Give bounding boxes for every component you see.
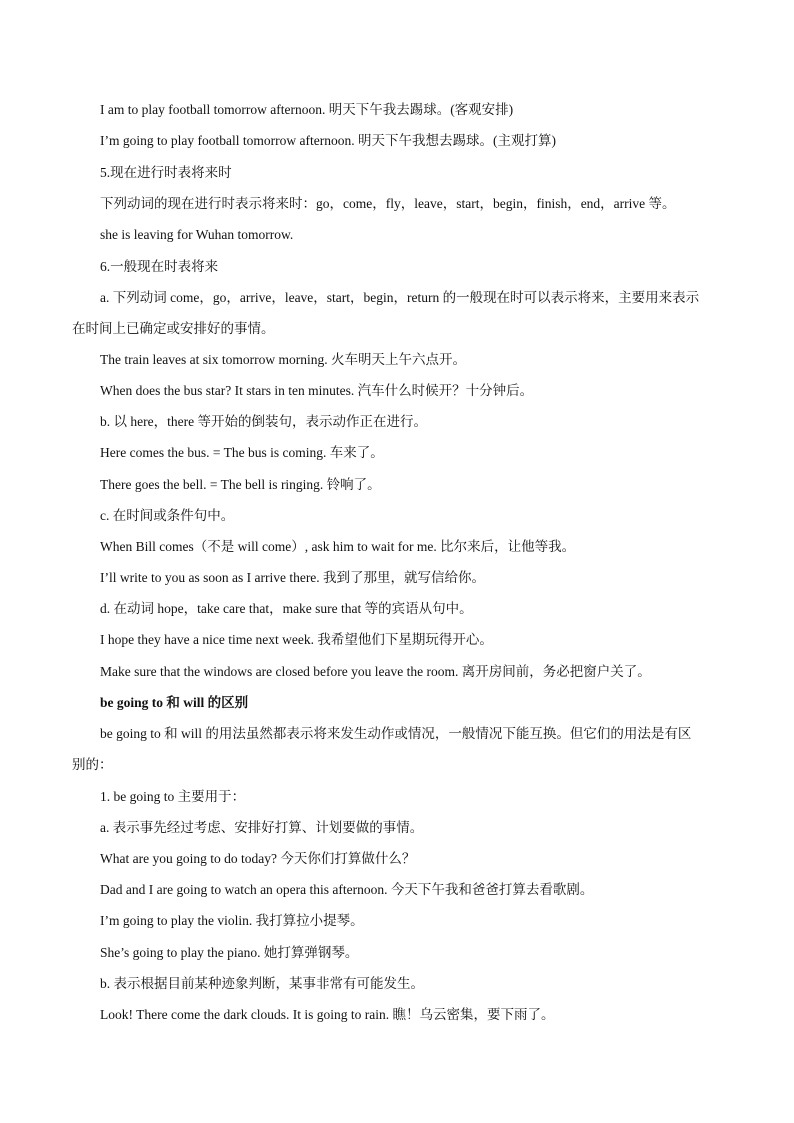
text-line: b. 表示根据目前某种迹象判断，某事非常有可能发生。 bbox=[100, 976, 424, 991]
example-line: She’s going to play the piano. 她打算弹钢琴。 bbox=[100, 945, 359, 960]
example-line: Look! There come the dark clouds. It is going to rain. 瞧！乌云密集，要下雨了。 bbox=[100, 1007, 555, 1022]
text-line: a. 表示事先经过考虑、安排好打算、计划要做的事情。 bbox=[100, 820, 424, 835]
bold-heading: be going to 和 will 的区别 bbox=[100, 695, 249, 710]
example-line: I’ll write to you as soon as I arrive there. 我到了那里，就写信给你。 bbox=[100, 570, 486, 585]
example-line: Dad and I are going to watch an opera this afternoon. 今天下午我和爸爸打算去看歌剧。 bbox=[100, 882, 594, 897]
text-line: b. 以 here，there 等开始的倒装句，表示动作正在进行。 bbox=[100, 414, 427, 429]
text-line: c. 在时间或条件句中。 bbox=[100, 508, 235, 523]
section-heading: 6.一般现在时表将来 bbox=[100, 259, 219, 274]
section-heading: 1. be going to 主要用于： bbox=[100, 789, 246, 804]
text-line-continuation: 别的： bbox=[72, 757, 113, 772]
example-line: There goes the bell. = The bell is ringing. 铃响了。 bbox=[100, 477, 381, 492]
section-heading: 5.现在进行时表将来时 bbox=[100, 165, 232, 180]
example-line: What are you going to do today? 今天你们打算做什么？ bbox=[100, 851, 416, 866]
text-line: 下列动词的现在进行时表示将来时：go，come，fly，leave，start，begin，finish，end，arrive 等。 bbox=[100, 196, 676, 211]
text-line: I am to play football tomorrow afternoon. 明天下午我去踢球。(客观安排) bbox=[100, 102, 514, 117]
text-line: she is leaving for Wuhan tomorrow. bbox=[100, 227, 294, 242]
example-line: When does the bus star? It stars in ten minutes. 汽车什么时候开？十分钟后。 bbox=[100, 383, 534, 398]
example-line: When Bill comes（不是 will come）, ask him to wait for me. 比尔来后，让他等我。 bbox=[100, 539, 576, 554]
example-line: Here comes the bus. = The bus is coming. 车来了。 bbox=[100, 445, 384, 460]
text-line: d. 在动词 hope，take care that，make sure that 等的宾语从句中。 bbox=[100, 601, 473, 616]
example-line: I’m going to play the violin. 我打算拉小提琴。 bbox=[100, 913, 364, 928]
example-line: The train leaves at six tomorrow morning. 火车明天上午六点开。 bbox=[100, 352, 466, 367]
example-line: Make sure that the windows are closed before you leave the room. 离开房间前，务必把窗户关了。 bbox=[100, 664, 651, 679]
text-line: I’m going to play football tomorrow afternoon. 明天下午我想去踢球。(主观打算) bbox=[100, 133, 556, 148]
example-line: I hope they have a nice time next week. 我希望他们下星期玩得开心。 bbox=[100, 632, 493, 647]
text-line-continuation: 在时间上已确定或安排好的事情。 bbox=[72, 321, 275, 336]
text-line: be going to 和 will 的用法虽然都表示将来发生动作或情况，一般情况下能互换。但它们的用法是有区 bbox=[100, 726, 692, 741]
text-line: a. 下列动词 come，go，arrive，leave，start，begin，return 的一般现在时可以表示将来，主要用来表示 bbox=[100, 290, 700, 305]
